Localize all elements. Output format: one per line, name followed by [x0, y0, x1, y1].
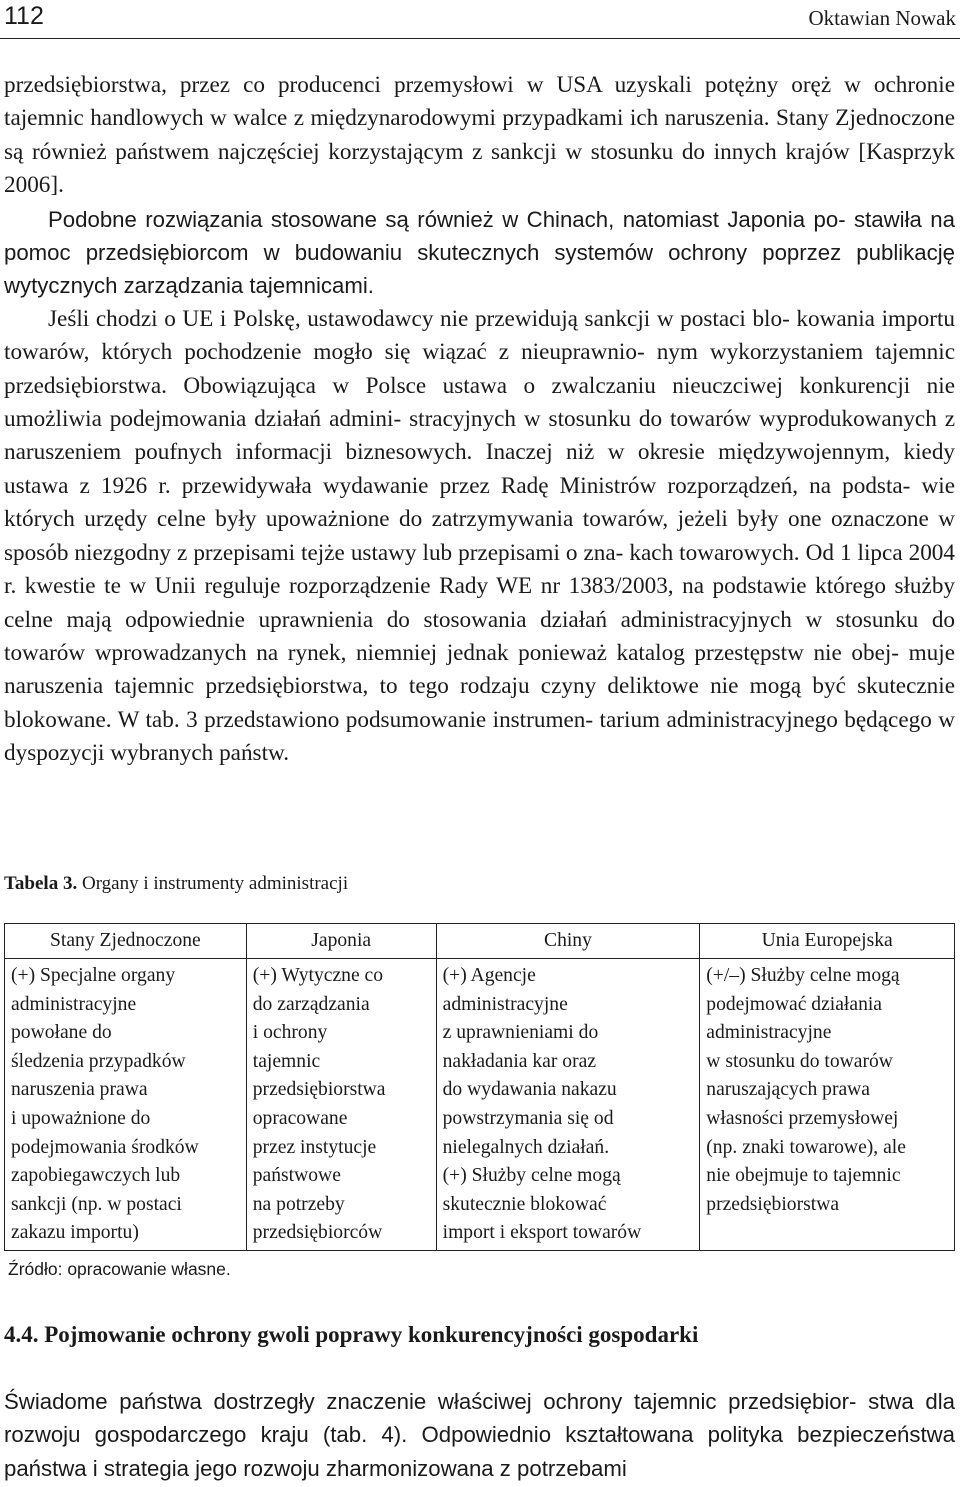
text-line: stwa dla rozwoju gospodarczego kraju (tab. 4). Odpowiednio kształtowana polityka [4, 1389, 955, 1448]
cell-line: nakładania kar oraz [442, 1050, 597, 1072]
cell-line: państwowe [252, 1165, 341, 1187]
column-header: Chiny [436, 924, 700, 959]
text-line: informacji biznesowych. Inaczej niż w okresie międzywojennym, kiedy ustawa [4, 439, 956, 499]
cell-line: import i eksport towarów [442, 1222, 642, 1244]
section-paragraph [4, 1385, 955, 1485]
text-line: w ochronie tajemnic handlowych w walce z międzynarodowymi przypadkami [4, 72, 956, 132]
table-caption-text: Organy i instrumenty administracji [81, 873, 349, 894]
cell-line: naruszenia prawa [11, 1079, 148, 1101]
cell-line: powołane do [11, 1022, 112, 1044]
cell-line: sankcji (np. w postaci [11, 1193, 182, 1215]
cell-line: (+) Specjalne organy [11, 965, 176, 986]
cell-line: podejmować działania [706, 993, 883, 1015]
cell-line: przedsiębiorstwa [706, 1193, 840, 1215]
table-cell-usa [5, 959, 247, 1251]
text-line: Świadome państwa dostrzegły znaczenie właściwej ochrony tajemnic przedsiębior- [4, 1389, 857, 1414]
column-header: Japonia [246, 924, 436, 959]
cell-line: i ochrony [252, 1022, 328, 1044]
text-line: Jeśli chodzi o UE i Polskę, ustawodawcy nie przewidują sankcji w postaci blo- [48, 305, 790, 332]
cell-line: przez instytucje [252, 1136, 377, 1158]
cell-line: do zarządzania [252, 993, 370, 1015]
text-line: ich naruszenia. Stany Zjednoczone są również państwem najczęściej korzystającym [4, 105, 956, 165]
text-line: wie których urzędy celne były upoważnione do zatrzymywania towarów, jeżeli były [4, 472, 955, 533]
cell-line: opracowane [252, 1107, 348, 1129]
table-caption-label: Tabela 3. [4, 873, 78, 894]
cell-line: do wydawania nakazu [442, 1079, 617, 1101]
cell-line: i upoważnione do [11, 1107, 151, 1129]
text-line: stawiła na pomoc przedsiębiorcom w budowaniu skutecznych systemów ochrony [4, 206, 955, 266]
text-line: poprzez publikację wytycznych zarządzania tajemnicami. [4, 240, 955, 299]
cell-line: przedsiębiorstwa [252, 1079, 386, 1101]
cell-line: administracyjne [11, 993, 137, 1015]
cell-line: przedsiębiorców [252, 1222, 383, 1244]
text-line: o zwalczaniu nieuczciwej konkurencji nie umożliwia podejmowania działań admini- [4, 372, 956, 433]
text-line: bezpieczeństwa państwa i strategia jego rozwoju zharmonizowana z potrzebami [4, 1422, 955, 1481]
cell-line: (+) Służby celne mogą [442, 1165, 621, 1187]
running-head-author: Oktawian Nowak [808, 6, 956, 30]
table-cell-japan [246, 959, 436, 1251]
text-line: z sankcji w stosunku do innych krajów [Kasprzyk 2006]. [4, 138, 956, 199]
cell-line: tajemnic [252, 1050, 321, 1072]
cell-line: (np. znaki towarowe), ale [706, 1136, 906, 1158]
table-source-note: Źródło: opracowanie własne. [8, 1259, 231, 1279]
cell-line: zapobiegawczych lub [11, 1165, 181, 1187]
cell-line: zakazu importu) [11, 1222, 139, 1244]
text-line: muje naruszenia tajemnic przedsiębiorstwa, to tego rodzaju czyny deliktowe nie [4, 639, 956, 700]
text-line: one oznaczone w sposób niezgodny z przepisami tejże ustawy lub przepisami o zna- [4, 506, 956, 566]
cell-line: podejmowania środków [11, 1136, 199, 1158]
column-header: Stany Zjednoczone [5, 924, 247, 959]
cell-line: własności przemysłowej [706, 1107, 899, 1129]
text-line: tarium administracyjnego będącego w dyspozycji wybranych państw. [4, 706, 955, 767]
paragraph-3 [4, 303, 955, 771]
cell-line: naruszających prawa [706, 1079, 871, 1101]
table-cell-eu [700, 959, 955, 1251]
column-header: Unia Europejska [700, 924, 955, 959]
cell-line: skutecznie blokować [442, 1193, 607, 1215]
text-line: kowania importu towarów, których pochodzenie mogło się wiązać z nieuprawnio- [4, 305, 955, 366]
page-number: 112 [4, 2, 44, 30]
text-line: wprowadzanych na rynek, niemniej jednak ponieważ katalog przestępstw nie obej- [94, 639, 900, 666]
text-line: nym wykorzystaniem tajemnic przedsiębiorstwa. Obowiązująca w Polsce ustawa [4, 339, 956, 399]
cell-line: z uprawnieniami do [442, 1022, 599, 1044]
cell-line: powstrzymania się od [442, 1107, 614, 1129]
text-line: uprawnienia do stosowania działań administracyjnych w stosunku do towarów [4, 606, 956, 666]
table-row [5, 959, 955, 1251]
page-header [0, 0, 960, 39]
cell-line: nie obejmuje to tajemnic [706, 1165, 901, 1187]
cell-line: śledzenia przypadków [11, 1050, 186, 1072]
cell-line: (+/–) Służby celne mogą [706, 965, 900, 986]
table-header-row [5, 924, 955, 959]
text-line: Rady WE nr 1383/2003, na podstawie którego służby celne mają odpowiednie [4, 573, 956, 633]
cell-line: administracyjne [706, 1022, 832, 1044]
section-text [4, 1385, 955, 1485]
paragraph-1 [4, 69, 955, 203]
cell-line: administracyjne [442, 993, 568, 1015]
text-line: Podobne rozwiązania stosowane są również w Chinach, natomiast Japonia po- [48, 206, 846, 232]
section-heading: 4.4. Pojmowanie ochrony gwoli poprawy konkurencyjności gospodarki [4, 1322, 699, 1347]
main-text [4, 69, 955, 771]
cell-line: na potrzeby [252, 1193, 345, 1215]
text-line: stracyjnych w stosunku do towarów wyprodukowanych z naruszeniem poufnych [4, 406, 955, 466]
cell-line: w stosunku do towarów [706, 1050, 893, 1072]
paragraph-2 [4, 203, 955, 303]
table-caption [4, 873, 348, 895]
cell-line: nielegalnych działań. [442, 1136, 610, 1158]
text-line: mogą być skutecznie blokowane. W tab. 3 przedstawiono podsumowanie instrumen- [4, 673, 956, 733]
cell-line: (+) Wytyczne co [252, 965, 384, 986]
cell-line: (+) Agencje [442, 965, 536, 986]
text-line: z 1926 r. przewidywała wydawanie przez Radę Ministrów rozporządzeń, na podsta- [79, 472, 911, 499]
text-line: przedsiębiorstwa, przez co producenci przemysłowi w USA uzyskali potężny oręż [4, 72, 832, 98]
instruments-table [4, 923, 955, 1251]
table-cell-china [436, 959, 700, 1251]
text-line: kach towarowych. Od 1 lipca 2004 r. kwestie te w Unii reguluje rozporządzenie [4, 539, 955, 600]
